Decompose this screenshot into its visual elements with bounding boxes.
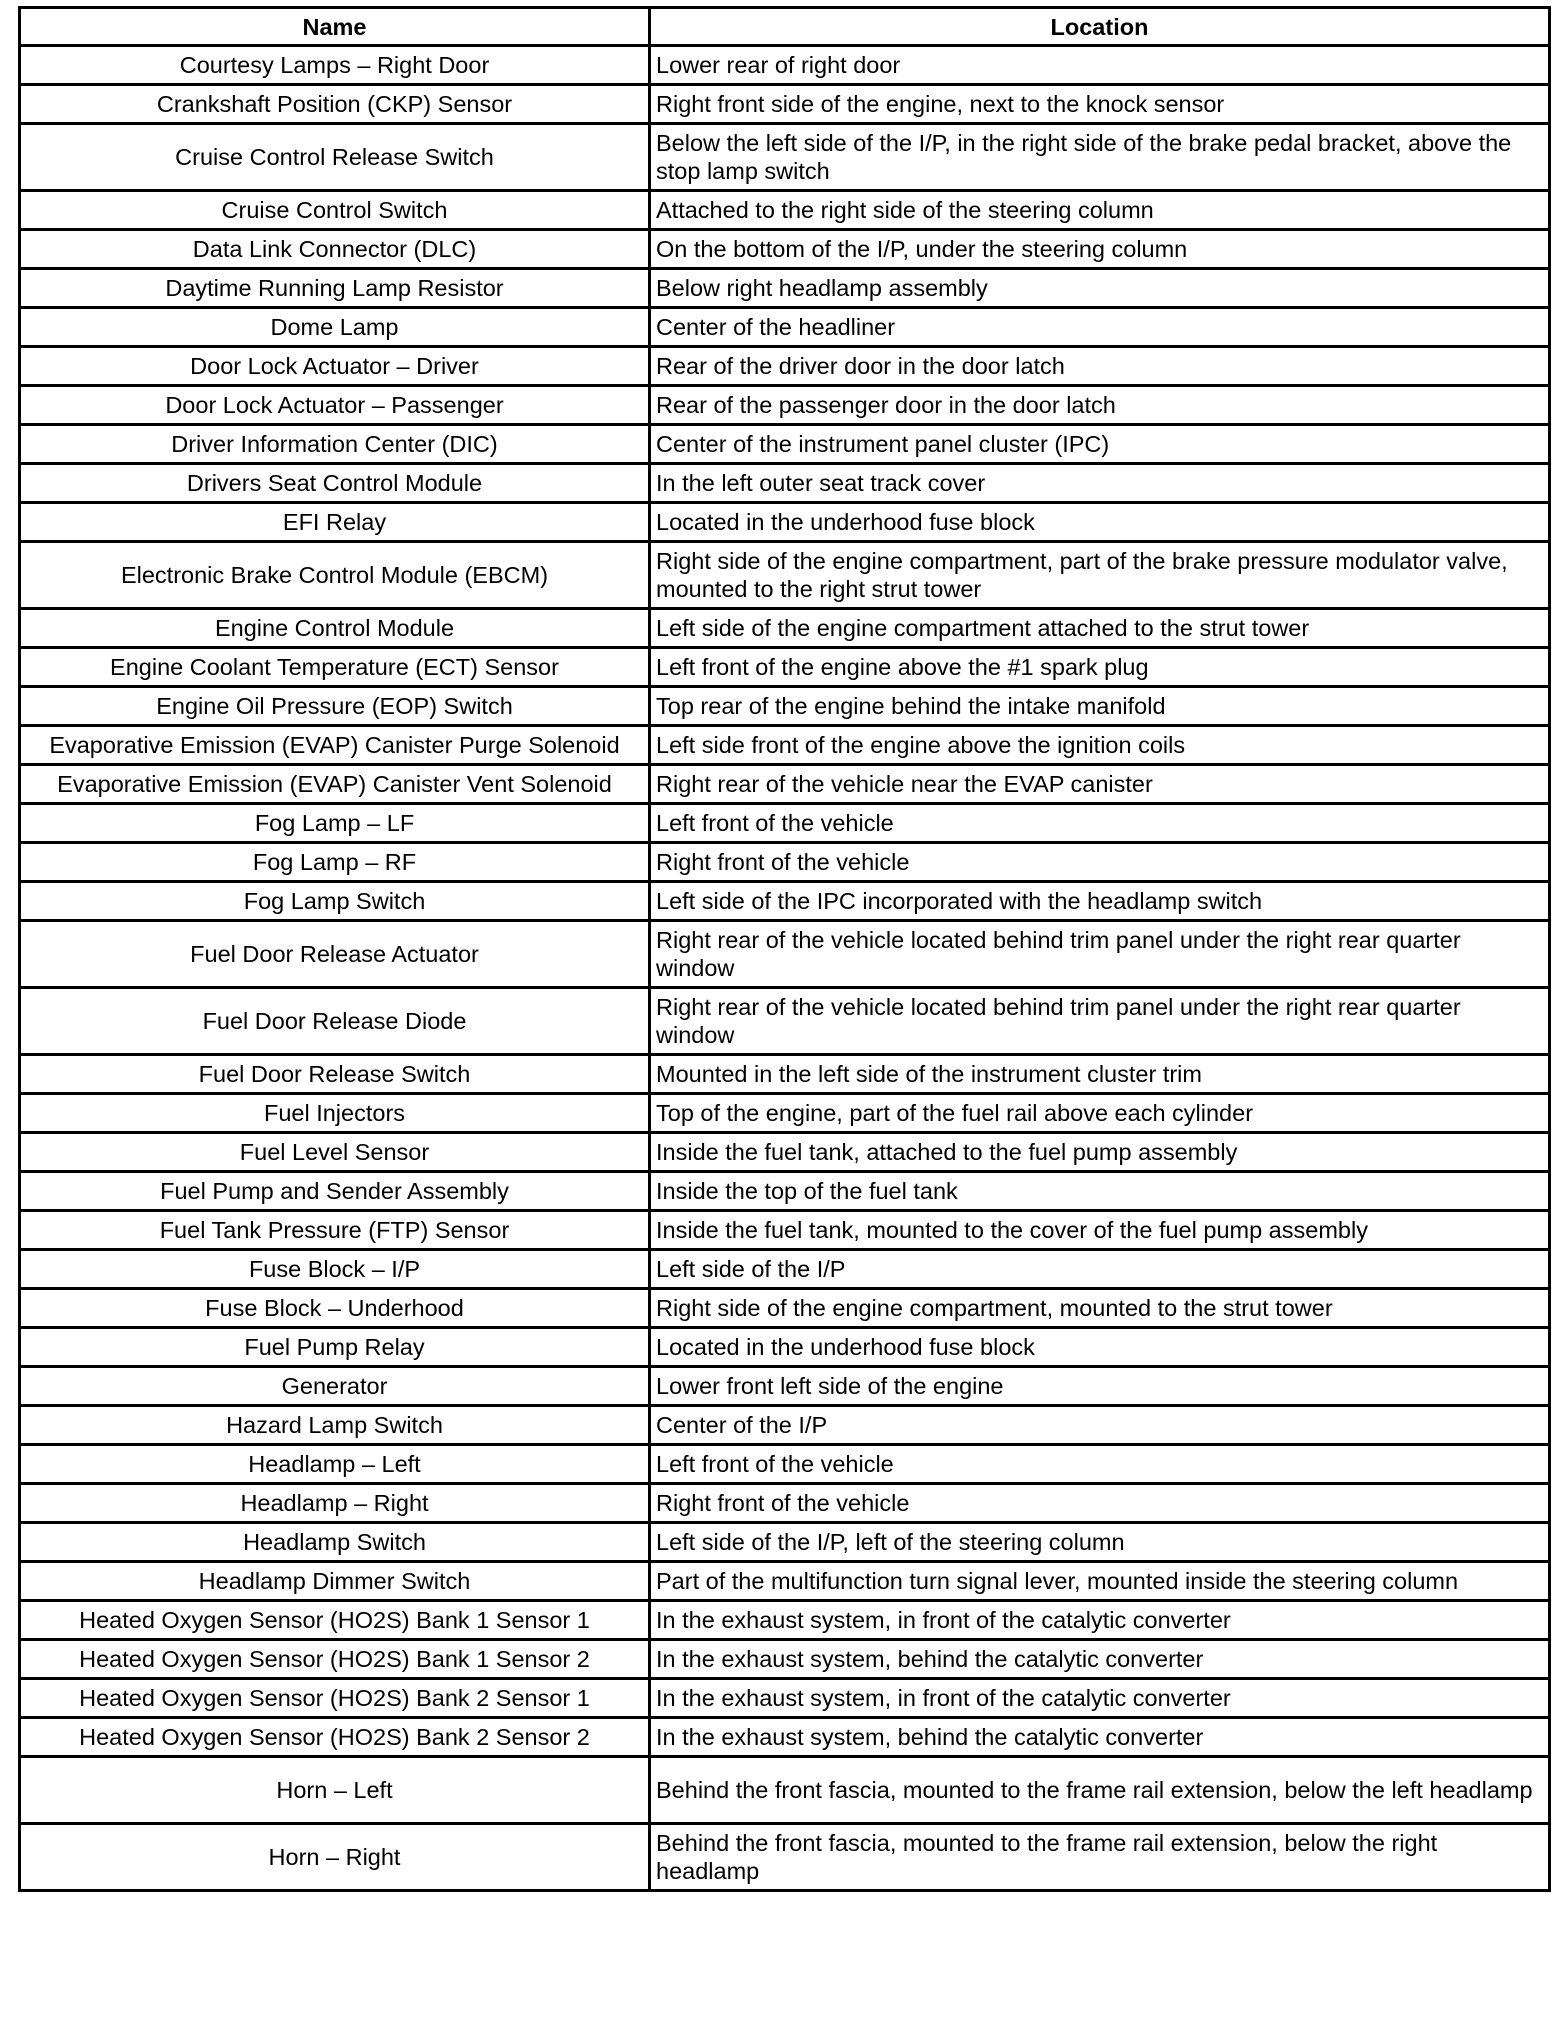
table-row	[20, 425, 1550, 464]
component-name-cell: Horn – Right	[20, 1824, 650, 1891]
table-row	[20, 191, 1550, 230]
component-location-cell: Left front of the vehicle	[650, 1445, 1550, 1484]
table-row	[20, 648, 1550, 687]
component-name-cell: Horn – Left	[20, 1757, 650, 1824]
component-location-cell: Right side of the engine compartment, part of the brake pressure modulator valve, mounted to the right strut tower	[650, 542, 1550, 609]
table-row	[20, 1250, 1550, 1289]
component-location-cell: In the exhaust system, in front of the catalytic converter	[650, 1679, 1550, 1718]
column-header-location: Location	[650, 8, 1550, 46]
component-location-cell: Left front of the vehicle	[650, 804, 1550, 843]
component-name-cell: Fuel Pump Relay	[20, 1328, 650, 1367]
table-row	[20, 726, 1550, 765]
component-location-cell: Right rear of the vehicle located behind trim panel under the right rear quarter window	[650, 988, 1550, 1055]
component-name-cell: Heated Oxygen Sensor (HO2S) Bank 2 Sensor 1	[20, 1679, 650, 1718]
column-header-name: Name	[20, 8, 650, 46]
component-location-cell: Behind the front fascia, mounted to the frame rail extension, below the left headlamp	[650, 1757, 1550, 1824]
component-location-cell: Left side of the I/P, left of the steering column	[650, 1523, 1550, 1562]
table-row	[20, 1679, 1550, 1718]
table-row	[20, 609, 1550, 648]
component-name-cell: Electronic Brake Control Module (EBCM)	[20, 542, 650, 609]
table-row	[20, 503, 1550, 542]
component-name-cell: Headlamp – Right	[20, 1484, 650, 1523]
component-name-cell: Fuel Tank Pressure (FTP) Sensor	[20, 1211, 650, 1250]
component-name-cell: Cruise Control Release Switch	[20, 124, 650, 191]
component-location-cell: Top of the engine, part of the fuel rail above each cylinder	[650, 1094, 1550, 1133]
component-location-cell: Center of the I/P	[650, 1406, 1550, 1445]
table-row	[20, 988, 1550, 1055]
table-row	[20, 1640, 1550, 1679]
table-row	[20, 1172, 1550, 1211]
component-location-table	[18, 6, 1551, 1892]
table-row	[20, 269, 1550, 308]
component-location-cell: Located in the underhood fuse block	[650, 503, 1550, 542]
component-name-cell: Fuel Door Release Actuator	[20, 921, 650, 988]
table-row	[20, 46, 1550, 85]
component-location-cell: In the left outer seat track cover	[650, 464, 1550, 503]
table-row	[20, 1133, 1550, 1172]
component-location-cell: Behind the front fascia, mounted to the frame rail extension, below the right headlamp	[650, 1824, 1550, 1891]
component-name-cell: Headlamp Dimmer Switch	[20, 1562, 650, 1601]
component-location-cell: Rear of the passenger door in the door latch	[650, 386, 1550, 425]
table-row	[20, 1328, 1550, 1367]
component-location-cell: Right rear of the vehicle near the EVAP canister	[650, 765, 1550, 804]
component-location-cell: Right front of the vehicle	[650, 843, 1550, 882]
component-name-cell: Evaporative Emission (EVAP) Canister Vent Solenoid	[20, 765, 650, 804]
table-row	[20, 1406, 1550, 1445]
component-location-cell: Right front of the vehicle	[650, 1484, 1550, 1523]
component-name-cell: Evaporative Emission (EVAP) Canister Purge Solenoid	[20, 726, 650, 765]
component-name-cell: Hazard Lamp Switch	[20, 1406, 650, 1445]
table-row	[20, 804, 1550, 843]
component-location-cell: Inside the top of the fuel tank	[650, 1172, 1550, 1211]
component-name-cell: Engine Control Module	[20, 609, 650, 648]
table-row	[20, 687, 1550, 726]
component-location-cell: Left side of the I/P	[650, 1250, 1550, 1289]
table-row	[20, 1718, 1550, 1757]
component-location-cell: Located in the underhood fuse block	[650, 1328, 1550, 1367]
component-name-cell: Fuel Level Sensor	[20, 1133, 650, 1172]
component-location-cell: Center of the headliner	[650, 308, 1550, 347]
component-name-cell: Cruise Control Switch	[20, 191, 650, 230]
component-location-cell: Left side of the IPC incorporated with the headlamp switch	[650, 882, 1550, 921]
component-name-cell: Headlamp – Left	[20, 1445, 650, 1484]
component-location-cell: Inside the fuel tank, mounted to the cover of the fuel pump assembly	[650, 1211, 1550, 1250]
table-row	[20, 386, 1550, 425]
table-row	[20, 1484, 1550, 1523]
table-row	[20, 1367, 1550, 1406]
component-location-cell: Lower rear of right door	[650, 46, 1550, 85]
component-name-cell: Door Lock Actuator – Passenger	[20, 386, 650, 425]
component-location-cell: Attached to the right side of the steering column	[650, 191, 1550, 230]
component-location-cell: Lower front left side of the engine	[650, 1367, 1550, 1406]
table-row	[20, 308, 1550, 347]
component-location-cell: Center of the instrument panel cluster (IPC)	[650, 425, 1550, 464]
table-row	[20, 1562, 1550, 1601]
table-row	[20, 1601, 1550, 1640]
component-location-cell: Left side of the engine compartment attached to the strut tower	[650, 609, 1550, 648]
component-location-cell: Below right headlamp assembly	[650, 269, 1550, 308]
component-name-cell: Fuse Block – Underhood	[20, 1289, 650, 1328]
component-name-cell: Fog Lamp – RF	[20, 843, 650, 882]
table-row	[20, 1757, 1550, 1824]
component-location-cell: Right rear of the vehicle located behind trim panel under the right rear quarter window	[650, 921, 1550, 988]
table-row	[20, 124, 1550, 191]
component-name-cell: Headlamp Switch	[20, 1523, 650, 1562]
component-name-cell: Crankshaft Position (CKP) Sensor	[20, 85, 650, 124]
table-row	[20, 1094, 1550, 1133]
component-name-cell: Door Lock Actuator – Driver	[20, 347, 650, 386]
component-location-cell: Left side front of the engine above the ignition coils	[650, 726, 1550, 765]
table-row	[20, 1824, 1550, 1891]
component-location-cell: Right side of the engine compartment, mounted to the strut tower	[650, 1289, 1550, 1328]
component-location-cell: Mounted in the left side of the instrument cluster trim	[650, 1055, 1550, 1094]
table-row	[20, 1445, 1550, 1484]
component-name-cell: Heated Oxygen Sensor (HO2S) Bank 1 Sensor 2	[20, 1640, 650, 1679]
component-location-cell: Rear of the driver door in the door latch	[650, 347, 1550, 386]
component-name-cell: Generator	[20, 1367, 650, 1406]
component-location-cell: In the exhaust system, behind the catalytic converter	[650, 1640, 1550, 1679]
table-row	[20, 1289, 1550, 1328]
component-location-cell: Inside the fuel tank, attached to the fuel pump assembly	[650, 1133, 1550, 1172]
component-name-cell: Courtesy Lamps – Right Door	[20, 46, 650, 85]
component-name-cell: Fuse Block – I/P	[20, 1250, 650, 1289]
component-name-cell: Drivers Seat Control Module	[20, 464, 650, 503]
component-name-cell: Daytime Running Lamp Resistor	[20, 269, 650, 308]
component-location-cell: Top rear of the engine behind the intake manifold	[650, 687, 1550, 726]
table-row	[20, 347, 1550, 386]
table-row	[20, 882, 1550, 921]
component-location-cell: On the bottom of the I/P, under the steering column	[650, 230, 1550, 269]
table-row	[20, 1211, 1550, 1250]
table-header-row	[20, 8, 1550, 46]
table-row	[20, 1523, 1550, 1562]
table-row	[20, 230, 1550, 269]
component-name-cell: Engine Coolant Temperature (ECT) Sensor	[20, 648, 650, 687]
table-row	[20, 464, 1550, 503]
component-name-cell: Fuel Pump and Sender Assembly	[20, 1172, 650, 1211]
component-name-cell: Heated Oxygen Sensor (HO2S) Bank 2 Sensor 2	[20, 1718, 650, 1757]
component-location-cell: Right front side of the engine, next to the knock sensor	[650, 85, 1550, 124]
component-location-cell: Left front of the engine above the #1 spark plug	[650, 648, 1550, 687]
table-row	[20, 921, 1550, 988]
table-row	[20, 542, 1550, 609]
table-row	[20, 843, 1550, 882]
table-row	[20, 1055, 1550, 1094]
component-location-cell: In the exhaust system, behind the catalytic converter	[650, 1718, 1550, 1757]
component-name-cell: Fuel Door Release Diode	[20, 988, 650, 1055]
component-name-cell: Heated Oxygen Sensor (HO2S) Bank 1 Sensor 1	[20, 1601, 650, 1640]
component-name-cell: Driver Information Center (DIC)	[20, 425, 650, 464]
component-location-cell: In the exhaust system, in front of the catalytic converter	[650, 1601, 1550, 1640]
component-name-cell: Engine Oil Pressure (EOP) Switch	[20, 687, 650, 726]
component-location-cell: Part of the multifunction turn signal lever, mounted inside the steering column	[650, 1562, 1550, 1601]
component-name-cell: Fog Lamp Switch	[20, 882, 650, 921]
component-location-cell: Below the left side of the I/P, in the right side of the brake pedal bracket, above the stop lamp switch	[650, 124, 1550, 191]
component-name-cell: Fuel Injectors	[20, 1094, 650, 1133]
table-row	[20, 85, 1550, 124]
table-row	[20, 765, 1550, 804]
component-name-cell: Dome Lamp	[20, 308, 650, 347]
component-name-cell: Data Link Connector (DLC)	[20, 230, 650, 269]
table-body	[20, 46, 1550, 1891]
component-name-cell: Fog Lamp – LF	[20, 804, 650, 843]
component-name-cell: Fuel Door Release Switch	[20, 1055, 650, 1094]
component-name-cell: EFI Relay	[20, 503, 650, 542]
